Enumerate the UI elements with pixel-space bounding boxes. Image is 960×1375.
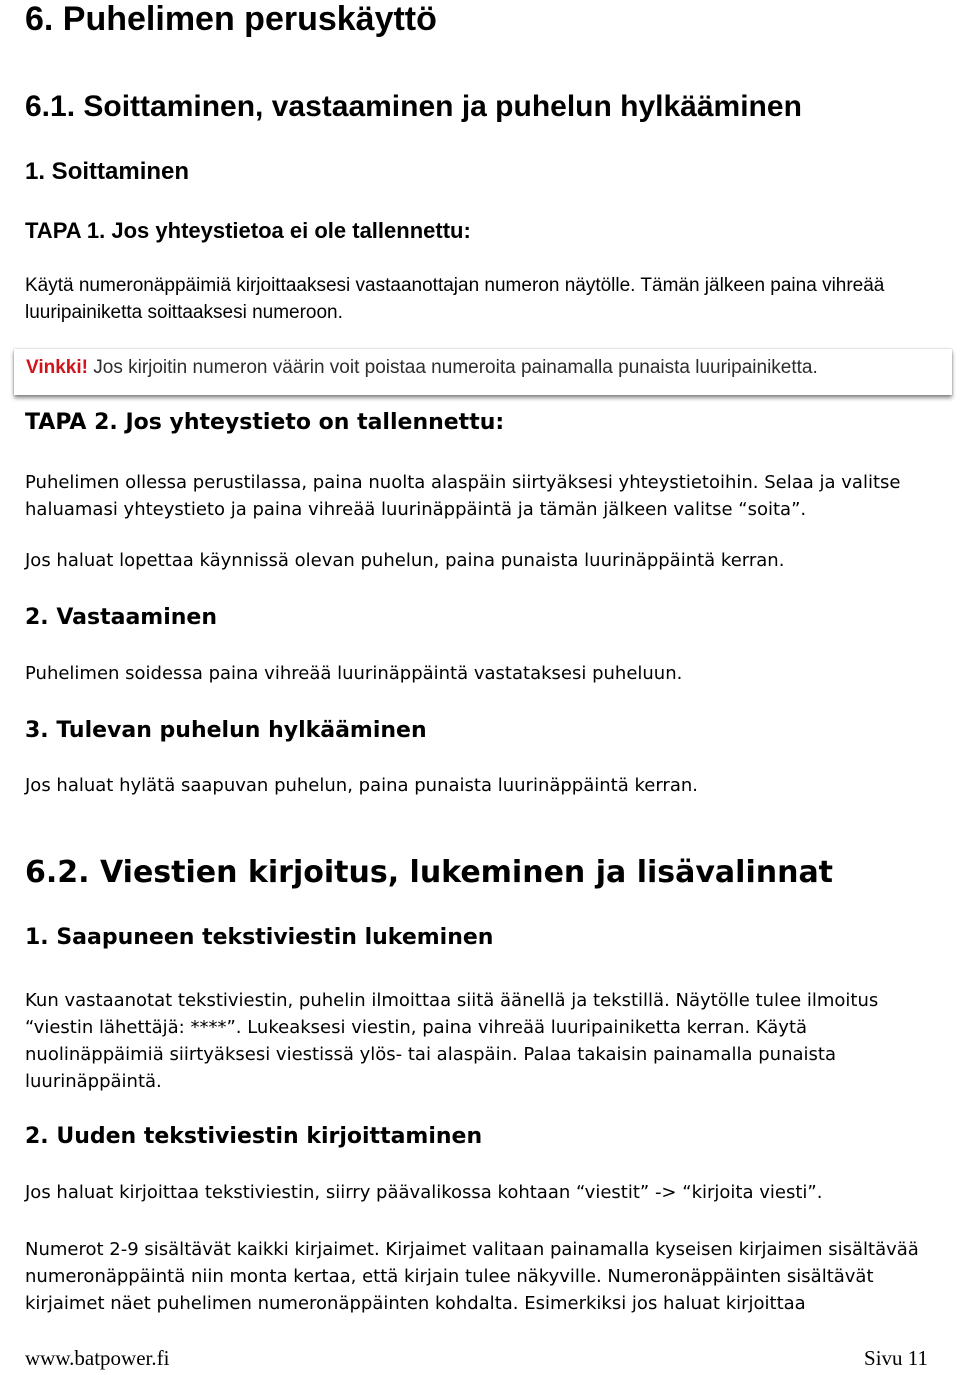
reject-paragraph: Jos haluat hylätä saapuvan puhelun, paina punaista luurinäppäintä kerran. <box>25 775 698 796</box>
subheading-saapuneen-viestin-lukeminen: 1. Saapuneen tekstiviestin lukeminen <box>25 925 494 950</box>
subheading-uuden-viestin-kirjoittaminen: 2. Uuden tekstiviestin kirjoittaminen <box>25 1124 483 1149</box>
numbers-paragraph: Numerot 2-9 sisältävät kaikki kirjaimet. Kirjaimet valitaan painamalla kyseisen kirjaimen sisältävää numeronäppäintä niin monta kertaa, että kirjain tulee näkyville. Numeronäppäinten sisältävät kirjaimet näet puhelimen numeronäppäinten kohdalta. Esimerkiksi jos haluat kirjoittaa <box>25 1239 919 1314</box>
answer-paragraph: Puhelimen soidessa paina vihreää luurinäppäintä vastataksesi puheluun. <box>25 663 683 684</box>
tip-box <box>14 349 952 395</box>
tapa2-paragraph: Puhelimen ollessa perustilassa, paina nuolta alaspäin siirtyäksesi yhteystietoihin. Selaa ja valitse haluamasi yhteystieto ja paina vihreää luurinäppäintä ja tämän jälkeen valitse “soita”. <box>25 472 901 520</box>
tip-text: Jos kirjoitin numeron väärin voit poistaa numeroita painamalla punaista luuripainiketta. <box>93 357 818 378</box>
subheading-vastaaminen: 2. Vastaaminen <box>25 605 218 630</box>
section-heading-6-1: 6.1. Soittaminen, vastaaminen ja puhelun hylkääminen <box>25 90 802 123</box>
write-message-paragraph: Jos haluat kirjoittaa tekstiviestin, siirry päävalikossa kohtaan “viestit” -> “kirjoita viesti”. <box>25 1182 823 1203</box>
tip-content <box>26 357 818 379</box>
read-message-paragraph: Kun vastaanotat tekstiviestin, puhelin ilmoittaa siitä äänellä ja tekstillä. Näytölle tulee ilmoitus “viestin lähettäjä: ****”. Lukeaksesi viestin, paina vihreää luuripainiketta kerran. Käytä nuolinäppäimiä siirtyäksesi viestissä ylös- tai alaspäin. Palaa takaisin painamalla punaista luurinäppäintä. <box>25 990 879 1092</box>
subheading-soittaminen: 1. Soittaminen <box>25 158 190 185</box>
section-heading-6-2: 6.2. Viestien kirjoitus, lukeminen ja lisävalinnat <box>25 855 834 890</box>
tapa1-heading: TAPA 1. Jos yhteystietoa ei ole tallennettu: <box>25 218 471 243</box>
footer-website: www.batpower.fi <box>25 1346 170 1370</box>
page-title: 6. Puhelimen peruskäyttö <box>25 0 437 38</box>
tip-label: Vinkki! <box>26 357 88 378</box>
subheading-hylkaaminen: 3. Tulevan puhelun hylkääminen <box>25 718 427 743</box>
end-call-paragraph: Jos haluat lopettaa käynnissä olevan puhelun, paina punaista luurinäppäintä kerran. <box>25 550 785 571</box>
tapa2-heading: TAPA 2. Jos yhteystieto on tallennettu: <box>25 410 505 435</box>
footer-page-number: Sivu 11 <box>864 1346 928 1370</box>
tapa1-paragraph: Käytä numeronäppäimiä kirjoittaaksesi vastaanottajan numeron näytölle. Tämän jälkeen paina vihreää luuripainiketta soittaaksesi numeroon. <box>25 275 885 323</box>
